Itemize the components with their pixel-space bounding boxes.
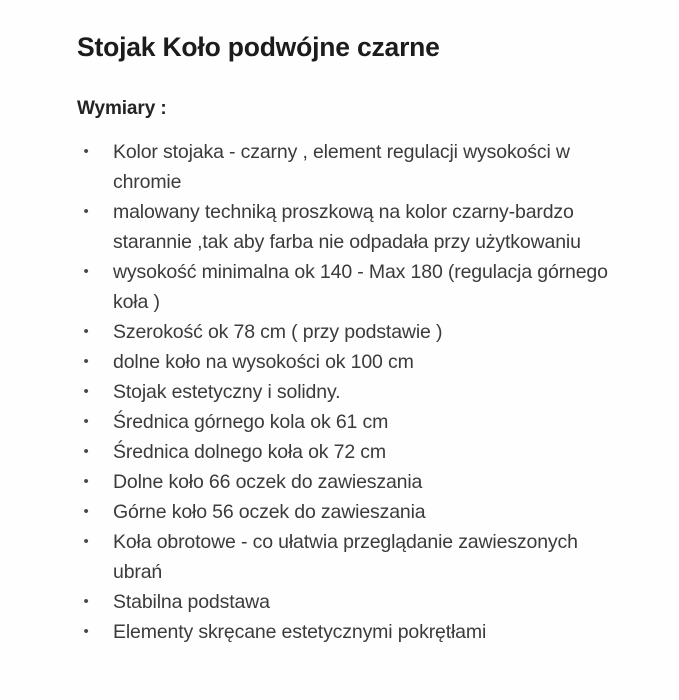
list-item-label: Koła obrotowe - co ułatwia przeglądanie zawieszonych ubrań (113, 531, 578, 583)
list-item (72, 347, 652, 377)
list-item (72, 467, 652, 497)
page-title: Stojak Koło podwójne czarne (77, 31, 440, 62)
list-item (72, 497, 652, 527)
list-item-label: Kolor stojaka - czarny , element regulacji wysokości w chromie (113, 141, 570, 193)
bullet-point-icon: • (83, 263, 89, 280)
list-item-label: Górne koło 56 oczek do zawieszania (113, 501, 426, 523)
list-item (72, 317, 652, 347)
list-item (72, 407, 652, 437)
list-item-label: dolne koło na wysokości ok 100 cm (113, 351, 414, 373)
list-item (72, 617, 652, 647)
list-item (72, 587, 652, 617)
list-item-label: Szerokość ok 78 cm ( przy podstawie ) (113, 321, 443, 343)
bullet-point-icon: • (83, 533, 89, 550)
list-item-label: Elementy skręcane estetycznymi pokrętłami (113, 621, 487, 643)
list-item (72, 197, 652, 257)
bullet-point-icon: • (83, 413, 89, 430)
list-item-label: Dolne koło 66 oczek do zawieszania (113, 471, 423, 493)
bullet-point-icon: • (83, 143, 89, 160)
list-item-label: Stabilna podstawa (113, 591, 270, 613)
list-item (72, 377, 652, 407)
list-item (72, 437, 652, 467)
list-item-label: wysokość minimalna ok 140 - Max 180 (regulacja górnego koła ) (113, 261, 608, 313)
bullet-point-icon: • (83, 203, 89, 220)
list-item-label: Stojak estetyczny i solidny. (113, 381, 341, 403)
bullet-point-icon: • (83, 353, 89, 370)
list-item-label: Średnica dolnego koła ok 72 cm (113, 441, 387, 463)
bullet-point-icon: • (83, 503, 89, 520)
list-item-label: Średnica górnego kola ok 61 cm (113, 411, 389, 433)
specification-list (72, 137, 652, 647)
list-item (72, 257, 652, 317)
dimensions-heading: Wymiary : (77, 97, 167, 119)
list-item-label: malowany techniką proszkową na kolor czarny-bardzo starannie ,tak aby farba nie odpadała przy użytkowaniu (113, 201, 581, 253)
bullet-point-icon: • (83, 323, 89, 340)
list-item (72, 137, 652, 197)
bullet-point-icon: • (83, 623, 89, 640)
bullet-point-icon: • (83, 443, 89, 460)
bullet-point-icon: • (83, 383, 89, 400)
bullet-point-icon: • (83, 473, 89, 490)
list-item (72, 527, 652, 587)
bullet-point-icon: • (83, 593, 89, 610)
